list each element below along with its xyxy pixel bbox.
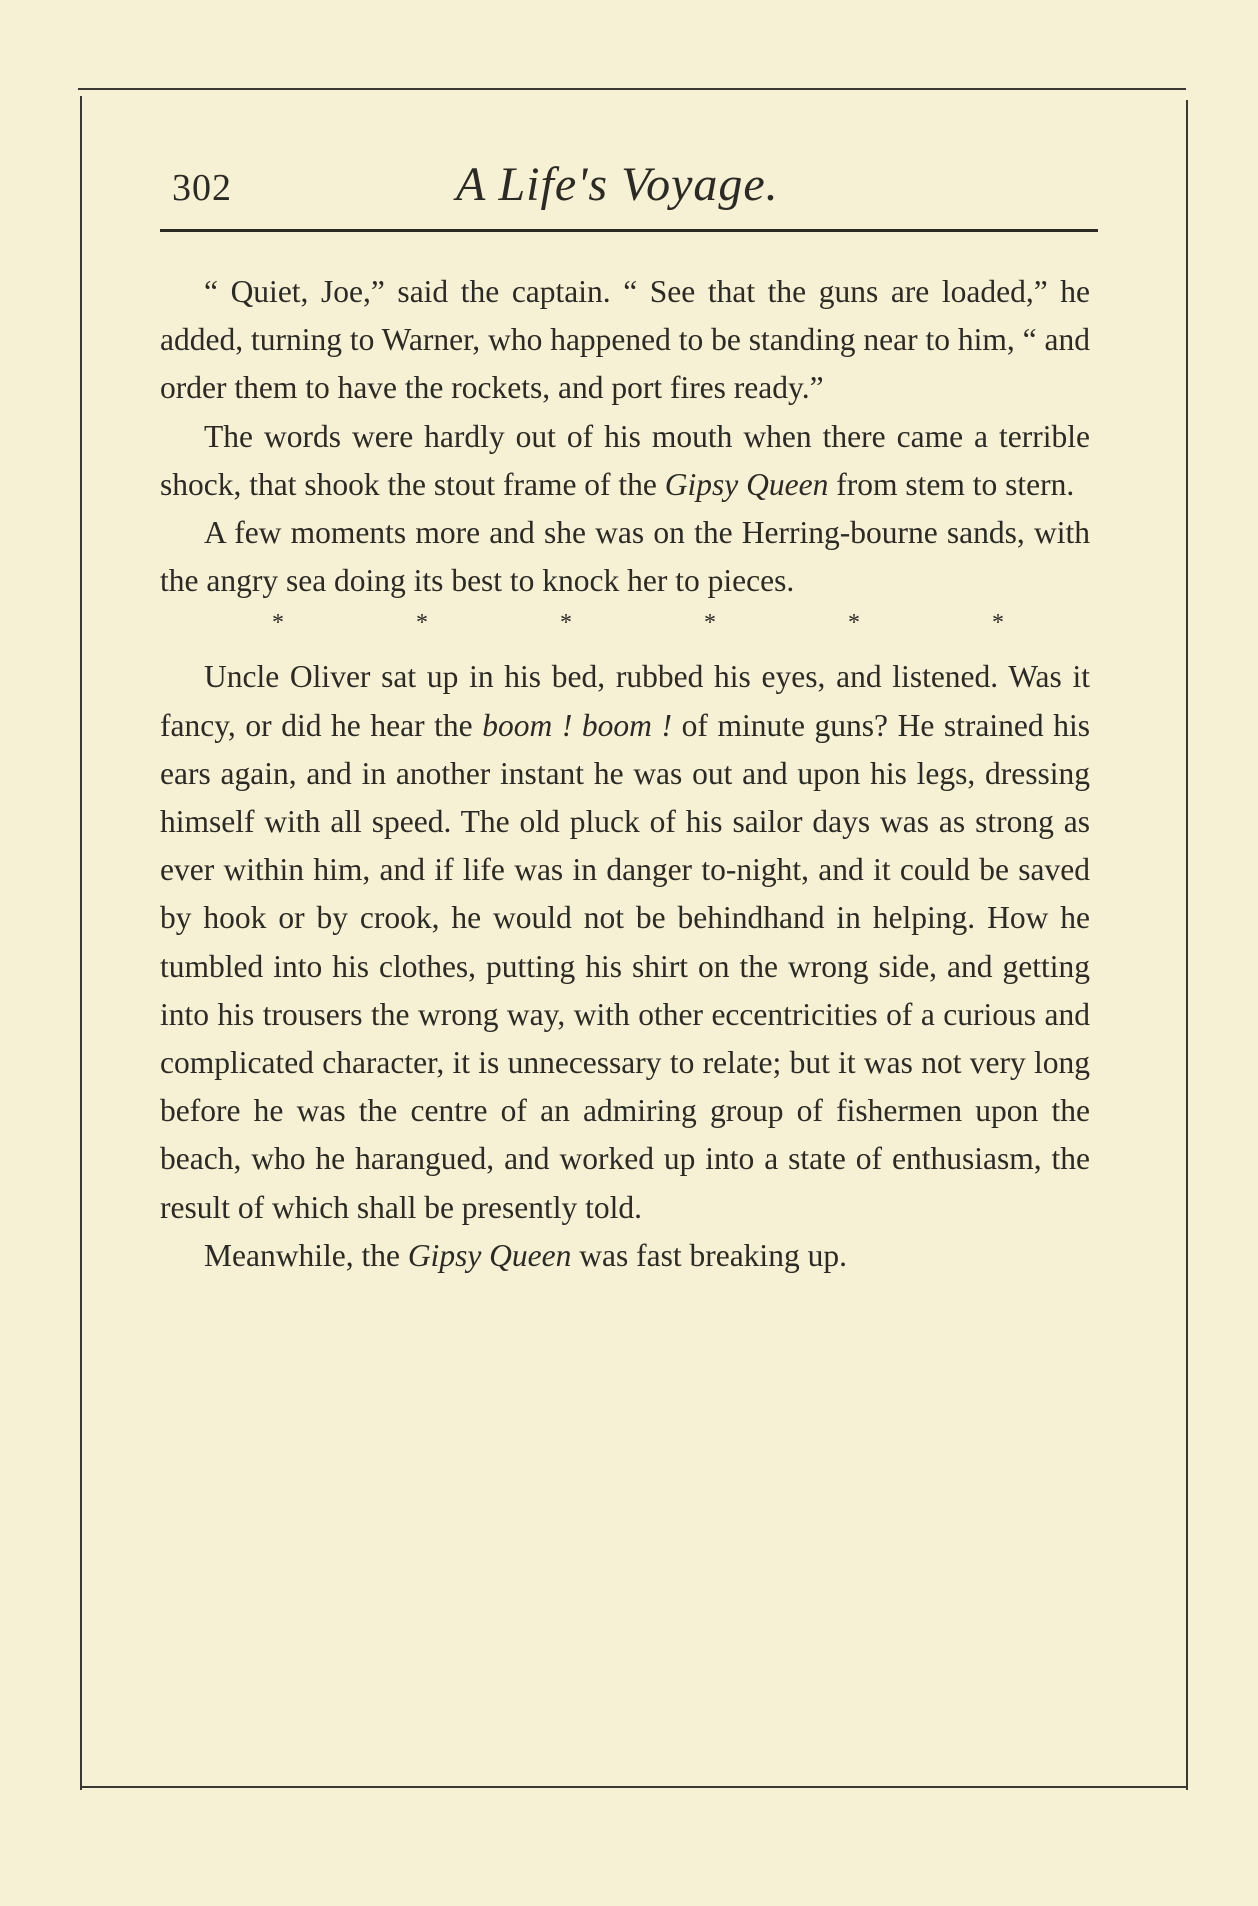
page-border-bottom <box>80 1786 1188 1788</box>
page-border-right <box>1186 100 1188 1790</box>
paragraph <box>160 653 1090 1231</box>
paragraph-text: from stem to stern. <box>828 466 1075 502</box>
paragraph-text: “ Quiet, Joe,” said the captain. “ See that the guns are loaded,” he added, turning to Warner, who happened to be standing near to him, “ and order them to have the rockets, and port fires ready.” <box>160 274 1090 406</box>
paragraph <box>160 1232 1090 1280</box>
header-rule <box>160 229 1098 232</box>
asterisk: * <box>704 610 716 637</box>
asterisk: * <box>848 610 860 637</box>
page-body <box>160 268 1090 1280</box>
ship-name-italic: Gipsy Queen <box>407 1237 572 1273</box>
running-title: A Life's Voyage. <box>456 158 779 211</box>
asterisk: * <box>272 610 284 637</box>
section-break <box>160 605 1090 641</box>
paragraph-text: of minute guns? He strained his ears again, and in another instant he was out and upon his legs, dressing himself with all speed. The old pluck of his sailor days was as strong as ever within him, and if life was in danger to-night, and it could be saved by hook or by crook, he would not be behindhand in helping. How he tumbled into his clothes, putting his shirt on the wrong side, and getting into his trousers the wrong way, with other eccentricities of a curious and complicated character, it is unnecessary to relate; but it was not very long before he was the centre of an admiring group of fishermen upon the beach, who he harangued, and worked up into a state of enthusiasm, the result of which shall be presently told. <box>160 707 1090 1225</box>
paragraph <box>160 268 1090 413</box>
paragraph-text: Meanwhile, the <box>204 1237 408 1273</box>
page-border-left <box>80 96 82 1790</box>
asterisk: * <box>560 610 572 637</box>
asterisk: * <box>992 610 1004 637</box>
paragraph-text: The words were hardly out of his mouth when there came a terrible shock, that shook the stout frame of the <box>160 418 1090 502</box>
paragraph-text: was fast breaking up. <box>571 1237 847 1273</box>
paragraph <box>160 509 1090 605</box>
emphasis-italic: boom ! boom ! <box>482 707 673 743</box>
asterisk: * <box>416 610 428 637</box>
page-border-top <box>78 88 1186 90</box>
paragraph-text: A few moments more and she was on the Herring-bourne sands, with the angry sea doing its best to knock her to pieces. <box>160 515 1090 599</box>
page-number: 302 <box>172 167 232 209</box>
paragraph-text: Uncle Oliver sat up in his bed, rubbed his eyes, and listened. Was it fancy, or did he hear the <box>160 659 1090 743</box>
paragraph <box>160 413 1090 509</box>
ship-name-italic: Gipsy Queen <box>664 466 829 502</box>
